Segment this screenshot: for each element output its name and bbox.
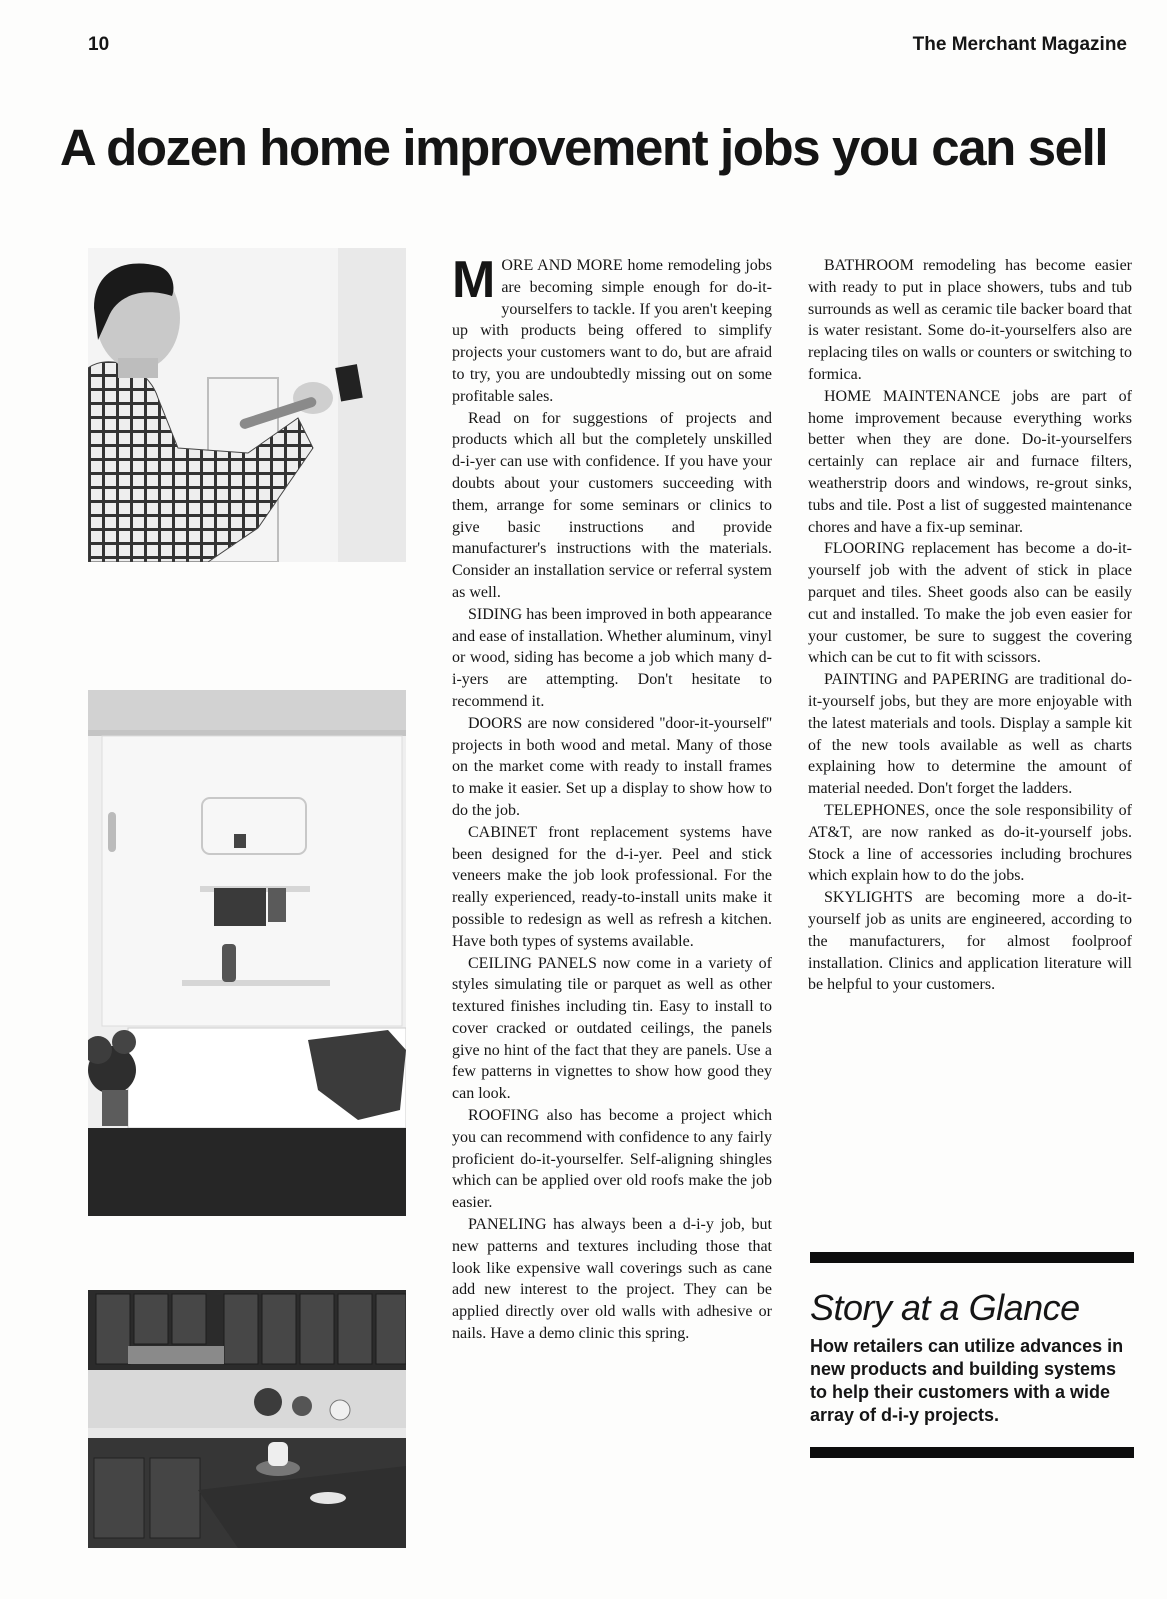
article-paragraph: PANELING has always been a d-i-y job, but new patterns and textures including those that look like expensive wall coverings such as cane add new interest to the project. They can be applied directly over old walls with adhesive or nails. Have a demo clinic this spring. — [452, 1216, 772, 1343]
glance-summary: How retailers can utilize advances in new products and building systems to help their customers with a wide array of d-i-y projects. — [810, 1336, 1124, 1425]
glance-top-rule — [810, 1252, 1134, 1263]
article-paragraph: SIDING has been improved in both appearance and ease of installation. Whether aluminum, vinyl or wood, siding has become a job which many d-i-yers are attempting. Don't hesitate to recommend it. — [452, 605, 772, 710]
page-number: 10 — [88, 34, 110, 55]
article-paragraph: CEILING PANELS now come in a variety of styles simulating tile or parquet as well as other textured finishes including tin. Easy to install to cover cracked or outdated ceilings, the panels give no hint of the fact that they are panels. Use a few patterns in vignettes to show how good they can look. — [452, 954, 772, 1103]
article-paragraph: SKYLIGHTS are becoming more a do-it-yourself job as units are engineered, according to the manufacturers, for almost foolproof installation. Clinics and application literature will be helpful to your customers. — [808, 889, 1132, 994]
article-paragraph: MORE AND MORE home remodeling jobs are becoming simple enough for do-it-yourselfers to tackle. If you aren't keeping up with products being offered to simplify projects your customers want to do, but are afraid to try, you are undoubtedly missing out on some profitable sales. — [452, 251, 772, 405]
article-paragraph: BATHROOM remodeling has become easier with ready to put in place showers, tubs and tub surrounds as well as ceramic tile backer board that is water resistant. Some do-it-yourselfers also are replacing tiles on walls or counters or switching to formica. — [808, 257, 1132, 383]
glance-bottom-rule — [810, 1447, 1134, 1458]
headline: A dozen home improvement jobs you can sell — [59, 119, 1108, 176]
article-paragraph: PAINTING and PAPERING are traditional do-it-yourself jobs, but they are more enjoyable with the latest materials and tools. Display a sample kit of the new tools available as well as charts explaining how to determine the amount of material needed. Don't forget the ladders. — [808, 671, 1132, 798]
drop-cap: M — [452, 251, 496, 309]
article-column-1 — [452, 251, 772, 1345]
article-paragraph: ROOFING also has become a project which you can recommend with confidence to any fairly proficient do-it-yourselfer. Self-aligning shingles which can be applied over old roofs make the job easier. — [452, 1107, 772, 1212]
article-column-2 — [808, 255, 1132, 996]
article-paragraph: FLOORING replacement has become a do-it-yourself job with the advent of stick in place parquet and tiles. Sheet goods also can be easily cut and installed. To make the job even easier for your customer, be sure to suggest the covering which can be cut to fit with scissors. — [808, 540, 1132, 667]
article-paragraph: Read on for suggestions of projects and products which all but the completely unskilled d-i-yer can use with confidence. If you have your doubts about your customers succeeding with them, arrange for some seminars or clinics to give basic instructions and provide manufacturer's instructions with the materials. Consider an installation service or referral system as well. — [452, 409, 772, 601]
story-at-a-glance — [810, 1252, 1134, 1458]
magazine-name: The Merchant Magazine — [912, 34, 1127, 55]
article-paragraph: CABINET front replacement systems have been designed for the d-i-yer. Peel and stick veneers make the job look professional. For the really experienced, ready-to-install units make it possible to redesign as well as refresh a kitchen. Have both types of systems available. — [452, 823, 772, 950]
photo-bathroom — [88, 690, 406, 1216]
photo-kitchen — [88, 1290, 406, 1548]
article-paragraph: HOME MAINTENANCE jobs are part of home improvement because everything works better when they are done. Do-it-yourselfers certainly can replace air and furnace filters, weatherstrip doors and windows, re-grout sinks, tubs and tile. Post a list of suggested maintenance chores and have a fix-up seminar. — [808, 387, 1132, 536]
article-paragraph: TELEPHONES, once the sole responsibility of AT&T, are now ranked as do-it-yourself jobs. Stock a line of accessories including brochures which explain how to do the jobs. — [808, 801, 1132, 885]
glance-title: Story at a Glance — [810, 1287, 1080, 1328]
article-paragraph: DOORS are now considered ''door-it-yourself'' projects in both wood and metal. Many of those on the market come with ready to install frames to make it easier. Set up a display to show how to do the job. — [452, 714, 772, 819]
photo-man-painting — [88, 248, 406, 562]
